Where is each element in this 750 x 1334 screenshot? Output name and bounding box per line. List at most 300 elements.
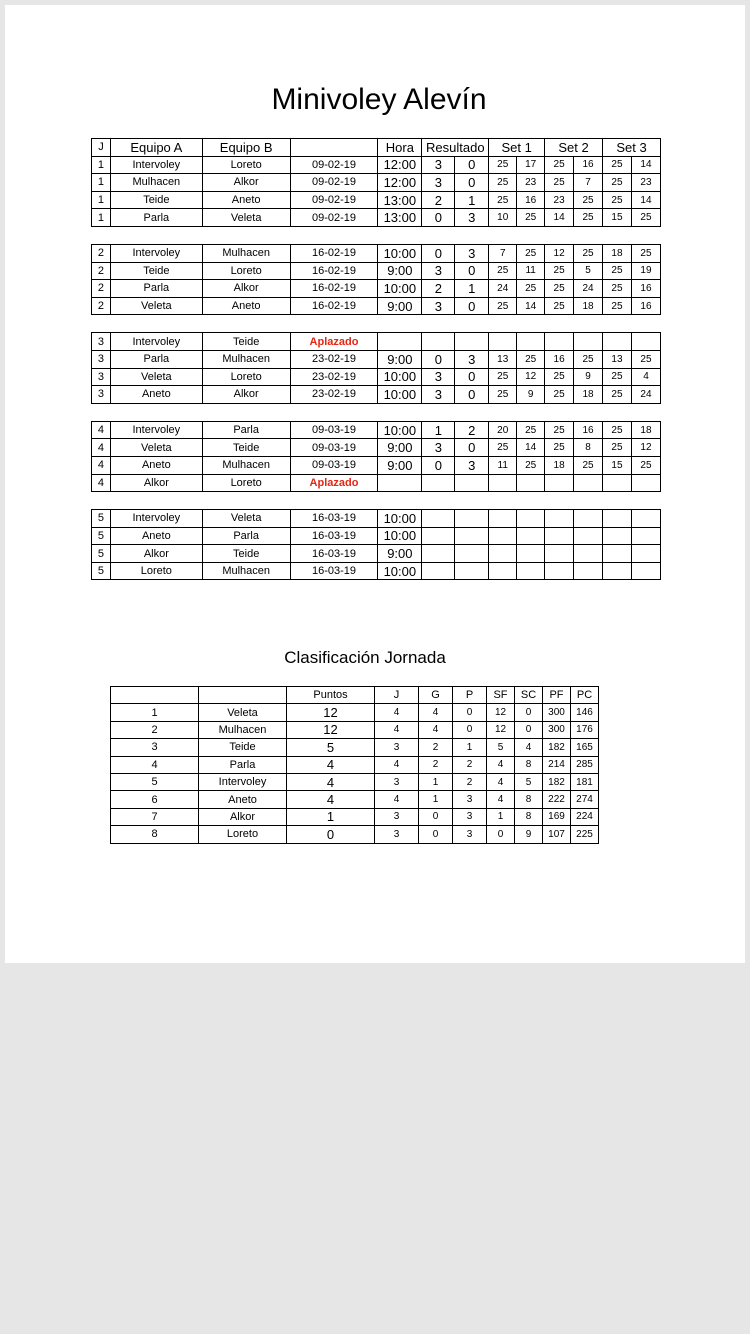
team-name: Loreto <box>199 826 287 843</box>
set-score: 14 <box>631 156 660 174</box>
points: 1 <box>287 808 375 825</box>
team-a: Veleta <box>110 297 202 315</box>
set-score: 25 <box>545 156 574 174</box>
team-a: Parla <box>110 350 202 368</box>
match-time: 10:00 <box>378 510 422 528</box>
points-against: 165 <box>571 739 599 756</box>
team-name: Intervoley <box>199 773 287 790</box>
match-date: 16-02-19 <box>290 244 378 262</box>
sets-for: 4 <box>487 756 515 773</box>
standings-header-cell: J <box>375 687 419 704</box>
team-b: Veleta <box>202 510 290 528</box>
set-score: 25 <box>574 456 603 474</box>
separator-cell <box>92 492 661 510</box>
set-score: 16 <box>631 297 660 315</box>
set-score: 11 <box>489 456 517 474</box>
points-against: 285 <box>571 756 599 773</box>
team-name: Teide <box>199 739 287 756</box>
fixtures-table <box>91 138 661 580</box>
round-number: 4 <box>92 421 111 439</box>
empty-cell <box>574 474 603 492</box>
match-row <box>92 562 661 580</box>
position: 3 <box>111 739 199 756</box>
result-a: 0 <box>422 456 455 474</box>
played: 4 <box>375 721 419 738</box>
result-a <box>422 510 455 528</box>
set-score: 25 <box>517 421 545 439</box>
set-score: 13 <box>489 350 517 368</box>
fixtures-header-cell <box>290 139 378 157</box>
match-row <box>92 333 661 351</box>
match-date: 09-03-19 <box>290 439 378 457</box>
points: 12 <box>287 704 375 721</box>
result-a: 2 <box>422 191 455 209</box>
points-against: 176 <box>571 721 599 738</box>
team-name: Aneto <box>199 791 287 808</box>
points: 4 <box>287 773 375 790</box>
sets-against: 8 <box>515 791 543 808</box>
set-score <box>574 545 603 563</box>
result-a: 0 <box>422 244 455 262</box>
set-score: 10 <box>489 209 517 227</box>
match-time: 13:00 <box>378 191 422 209</box>
round-separator <box>92 315 661 333</box>
set-score: 7 <box>489 244 517 262</box>
lost: 2 <box>453 773 487 790</box>
match-row <box>92 386 661 404</box>
set-score: 25 <box>574 244 603 262</box>
set-score: 25 <box>603 297 632 315</box>
set-score: 18 <box>603 244 632 262</box>
match-date: 16-03-19 <box>290 527 378 545</box>
set-score: 25 <box>545 421 574 439</box>
set-score: 25 <box>545 262 574 280</box>
set-score: 4 <box>631 368 660 386</box>
empty-cell <box>422 333 455 351</box>
points-for: 222 <box>543 791 571 808</box>
result-a <box>422 545 455 563</box>
match-date: 09-02-19 <box>290 209 378 227</box>
empty-cell <box>378 474 422 492</box>
set-score: 25 <box>517 209 545 227</box>
set-score: 24 <box>489 280 517 298</box>
points-against: 146 <box>571 704 599 721</box>
match-time: 10:00 <box>378 562 422 580</box>
set-score: 25 <box>489 174 517 192</box>
fixtures-header-cell: J <box>92 139 111 157</box>
standings-header-cell: SF <box>487 687 515 704</box>
match-row <box>92 421 661 439</box>
match-row <box>92 244 661 262</box>
won: 1 <box>419 791 453 808</box>
match-date: 09-03-19 <box>290 421 378 439</box>
set-score: 23 <box>631 174 660 192</box>
team-b: Alkor <box>202 280 290 298</box>
fixtures-table-container <box>91 138 661 580</box>
set-score <box>631 545 660 563</box>
set-score: 25 <box>489 156 517 174</box>
position: 2 <box>111 721 199 738</box>
set-score: 25 <box>489 191 517 209</box>
set-score <box>631 562 660 580</box>
round-number: 5 <box>92 527 111 545</box>
match-row <box>92 280 661 298</box>
set-score: 11 <box>517 262 545 280</box>
set-score: 25 <box>517 244 545 262</box>
set-score: 18 <box>631 421 660 439</box>
match-row <box>92 474 661 492</box>
empty-cell <box>455 474 489 492</box>
team-b: Teide <box>202 545 290 563</box>
set-score: 18 <box>545 456 574 474</box>
round-number: 5 <box>92 510 111 528</box>
set-score: 16 <box>574 421 603 439</box>
set-score: 25 <box>603 280 632 298</box>
team-a: Intervoley <box>110 156 202 174</box>
match-date: 09-02-19 <box>290 191 378 209</box>
result-a: 3 <box>422 156 455 174</box>
team-b: Parla <box>202 421 290 439</box>
match-time: 10:00 <box>378 244 422 262</box>
match-date: 09-03-19 <box>290 456 378 474</box>
team-name: Mulhacen <box>199 721 287 738</box>
team-b: Alkor <box>202 174 290 192</box>
set-score: 25 <box>545 386 574 404</box>
result-b: 0 <box>455 262 489 280</box>
points: 4 <box>287 756 375 773</box>
won: 2 <box>419 756 453 773</box>
set-score: 25 <box>517 280 545 298</box>
team-a: Aneto <box>110 456 202 474</box>
team-b: Veleta <box>202 209 290 227</box>
points-for: 214 <box>543 756 571 773</box>
position: 8 <box>111 826 199 843</box>
set-score: 12 <box>545 244 574 262</box>
match-row <box>92 262 661 280</box>
set-score: 25 <box>489 439 517 457</box>
team-b: Loreto <box>202 368 290 386</box>
set-score: 25 <box>489 386 517 404</box>
result-a: 3 <box>422 262 455 280</box>
result-b: 0 <box>455 297 489 315</box>
set-score: 25 <box>631 244 660 262</box>
points-against: 225 <box>571 826 599 843</box>
set-score: 12 <box>517 368 545 386</box>
match-time: 10:00 <box>378 368 422 386</box>
won: 2 <box>419 739 453 756</box>
match-date: 16-03-19 <box>290 510 378 528</box>
set-score <box>489 510 517 528</box>
lost: 0 <box>453 721 487 738</box>
round-number: 3 <box>92 386 111 404</box>
set-score: 25 <box>574 209 603 227</box>
points-for: 182 <box>543 739 571 756</box>
set-score <box>545 510 574 528</box>
match-time: 10:00 <box>378 386 422 404</box>
position: 6 <box>111 791 199 808</box>
won: 0 <box>419 826 453 843</box>
set-score: 25 <box>545 439 574 457</box>
set-score: 25 <box>603 156 632 174</box>
round-number: 3 <box>92 368 111 386</box>
round-number: 5 <box>92 545 111 563</box>
result-b: 0 <box>455 368 489 386</box>
won: 1 <box>419 773 453 790</box>
set-score <box>489 562 517 580</box>
sets-for: 1 <box>487 808 515 825</box>
match-time: 10:00 <box>378 527 422 545</box>
result-b: 0 <box>455 439 489 457</box>
set-score: 8 <box>574 439 603 457</box>
set-score: 14 <box>545 209 574 227</box>
match-row <box>92 156 661 174</box>
standings-row <box>111 826 599 843</box>
round-separator <box>92 226 661 244</box>
set-score: 23 <box>517 174 545 192</box>
round-number: 1 <box>92 156 111 174</box>
match-time: 9:00 <box>378 350 422 368</box>
set-score: 16 <box>631 280 660 298</box>
team-a: Veleta <box>110 439 202 457</box>
standings-header-cell: G <box>419 687 453 704</box>
played: 4 <box>375 704 419 721</box>
set-score: 25 <box>517 456 545 474</box>
standings-header-cell <box>199 687 287 704</box>
sets-for: 12 <box>487 704 515 721</box>
set-score <box>603 545 632 563</box>
points-for: 169 <box>543 808 571 825</box>
empty-cell <box>545 474 574 492</box>
points: 0 <box>287 826 375 843</box>
empty-cell <box>489 333 517 351</box>
set-score <box>574 562 603 580</box>
set-score: 17 <box>517 156 545 174</box>
team-b: Alkor <box>202 386 290 404</box>
round-number: 2 <box>92 297 111 315</box>
set-score: 25 <box>603 191 632 209</box>
standings-row <box>111 756 599 773</box>
empty-cell <box>517 474 545 492</box>
result-a: 3 <box>422 386 455 404</box>
match-row <box>92 545 661 563</box>
match-date: 23-02-19 <box>290 368 378 386</box>
sets-against: 5 <box>515 773 543 790</box>
team-a: Aneto <box>110 527 202 545</box>
result-b: 3 <box>455 350 489 368</box>
set-score <box>631 527 660 545</box>
team-b: Aneto <box>202 191 290 209</box>
fixtures-header-cell: Equipo B <box>202 139 290 157</box>
played: 4 <box>375 756 419 773</box>
team-a: Intervoley <box>110 333 202 351</box>
played: 3 <box>375 739 419 756</box>
document-page <box>5 5 745 963</box>
match-date: 16-03-19 <box>290 545 378 563</box>
match-time: 9:00 <box>378 545 422 563</box>
set-score: 16 <box>517 191 545 209</box>
team-a: Alkor <box>110 474 202 492</box>
set-score: 25 <box>545 297 574 315</box>
set-score <box>545 562 574 580</box>
match-row <box>92 209 661 227</box>
sets-for: 12 <box>487 721 515 738</box>
set-score: 25 <box>574 350 603 368</box>
empty-cell <box>455 333 489 351</box>
played: 3 <box>375 808 419 825</box>
result-b: 3 <box>455 244 489 262</box>
result-b: 0 <box>455 174 489 192</box>
set-score: 25 <box>517 350 545 368</box>
set-score: 25 <box>489 368 517 386</box>
separator-cell <box>92 226 661 244</box>
round-number: 4 <box>92 456 111 474</box>
empty-cell <box>378 333 422 351</box>
team-a: Intervoley <box>110 244 202 262</box>
set-score: 24 <box>574 280 603 298</box>
round-number: 2 <box>92 280 111 298</box>
points-against: 224 <box>571 808 599 825</box>
team-b: Loreto <box>202 262 290 280</box>
match-row <box>92 439 661 457</box>
match-row <box>92 191 661 209</box>
result-b: 2 <box>455 421 489 439</box>
team-name: Alkor <box>199 808 287 825</box>
team-a: Teide <box>110 191 202 209</box>
set-score: 25 <box>545 368 574 386</box>
set-score: 15 <box>603 456 632 474</box>
result-a <box>422 562 455 580</box>
won: 4 <box>419 704 453 721</box>
set-score <box>574 510 603 528</box>
postponed-label: Aplazado <box>290 474 378 492</box>
points-for: 300 <box>543 721 571 738</box>
set-score: 9 <box>517 386 545 404</box>
position: 4 <box>111 756 199 773</box>
match-row <box>92 350 661 368</box>
result-a: 1 <box>422 421 455 439</box>
result-b: 1 <box>455 191 489 209</box>
team-b: Mulhacen <box>202 456 290 474</box>
points: 12 <box>287 721 375 738</box>
team-a: Aneto <box>110 386 202 404</box>
points-for: 300 <box>543 704 571 721</box>
team-b: Mulhacen <box>202 350 290 368</box>
team-b: Loreto <box>202 156 290 174</box>
set-score: 25 <box>603 386 632 404</box>
set-score: 13 <box>603 350 632 368</box>
empty-cell <box>489 474 517 492</box>
round-number: 4 <box>92 439 111 457</box>
set-score: 16 <box>545 350 574 368</box>
sets-for: 4 <box>487 791 515 808</box>
result-b: 1 <box>455 280 489 298</box>
lost: 3 <box>453 826 487 843</box>
set-score <box>489 545 517 563</box>
standings-row <box>111 721 599 738</box>
match-time: 10:00 <box>378 421 422 439</box>
fixtures-header-cell: Hora <box>378 139 422 157</box>
sets-against: 4 <box>515 739 543 756</box>
result-a: 3 <box>422 174 455 192</box>
set-score <box>603 562 632 580</box>
round-number: 1 <box>92 174 111 192</box>
points-against: 274 <box>571 791 599 808</box>
empty-cell <box>574 333 603 351</box>
standings-title: Clasificación Jornada <box>284 648 446 667</box>
set-score: 18 <box>574 297 603 315</box>
match-date: 16-02-19 <box>290 262 378 280</box>
set-score <box>517 527 545 545</box>
separator-cell <box>92 403 661 421</box>
standings-table <box>110 686 599 844</box>
set-score: 25 <box>545 174 574 192</box>
result-a: 3 <box>422 439 455 457</box>
set-score: 24 <box>631 386 660 404</box>
round-number: 3 <box>92 350 111 368</box>
team-name: Parla <box>199 756 287 773</box>
fixtures-header-cell: Set 2 <box>545 139 603 157</box>
sets-against: 8 <box>515 756 543 773</box>
set-score: 9 <box>574 368 603 386</box>
team-b: Teide <box>202 439 290 457</box>
match-row <box>92 527 661 545</box>
team-b: Loreto <box>202 474 290 492</box>
set-score: 19 <box>631 262 660 280</box>
result-a: 0 <box>422 209 455 227</box>
separator-cell <box>92 315 661 333</box>
team-a: Intervoley <box>110 421 202 439</box>
set-score <box>603 527 632 545</box>
standings-header-cell: PC <box>571 687 599 704</box>
position: 5 <box>111 773 199 790</box>
result-b: 0 <box>455 386 489 404</box>
sets-for: 0 <box>487 826 515 843</box>
sets-against: 8 <box>515 808 543 825</box>
empty-cell <box>422 474 455 492</box>
set-score <box>489 527 517 545</box>
empty-cell <box>603 333 632 351</box>
team-a: Parla <box>110 209 202 227</box>
empty-cell <box>545 333 574 351</box>
lost: 2 <box>453 756 487 773</box>
fixtures-header-cell: Set 3 <box>603 139 661 157</box>
set-score: 25 <box>489 297 517 315</box>
result-a: 2 <box>422 280 455 298</box>
result-b: 3 <box>455 456 489 474</box>
round-number: 1 <box>92 191 111 209</box>
match-time: 9:00 <box>378 262 422 280</box>
match-row <box>92 297 661 315</box>
fixtures-header-cell: Resultado <box>422 139 489 157</box>
empty-cell <box>631 333 660 351</box>
page-title: Minivoley Alevín <box>271 83 487 116</box>
fixtures-header-cell: Set 1 <box>489 139 545 157</box>
standings-row <box>111 791 599 808</box>
standings-row <box>111 808 599 825</box>
match-row <box>92 368 661 386</box>
points: 5 <box>287 739 375 756</box>
match-date: 23-02-19 <box>290 350 378 368</box>
empty-cell <box>603 474 632 492</box>
set-score: 20 <box>489 421 517 439</box>
team-a: Teide <box>110 262 202 280</box>
played: 3 <box>375 826 419 843</box>
result-a <box>422 527 455 545</box>
result-b: 3 <box>455 209 489 227</box>
set-score: 25 <box>545 280 574 298</box>
team-b: Teide <box>202 333 290 351</box>
match-row <box>92 456 661 474</box>
